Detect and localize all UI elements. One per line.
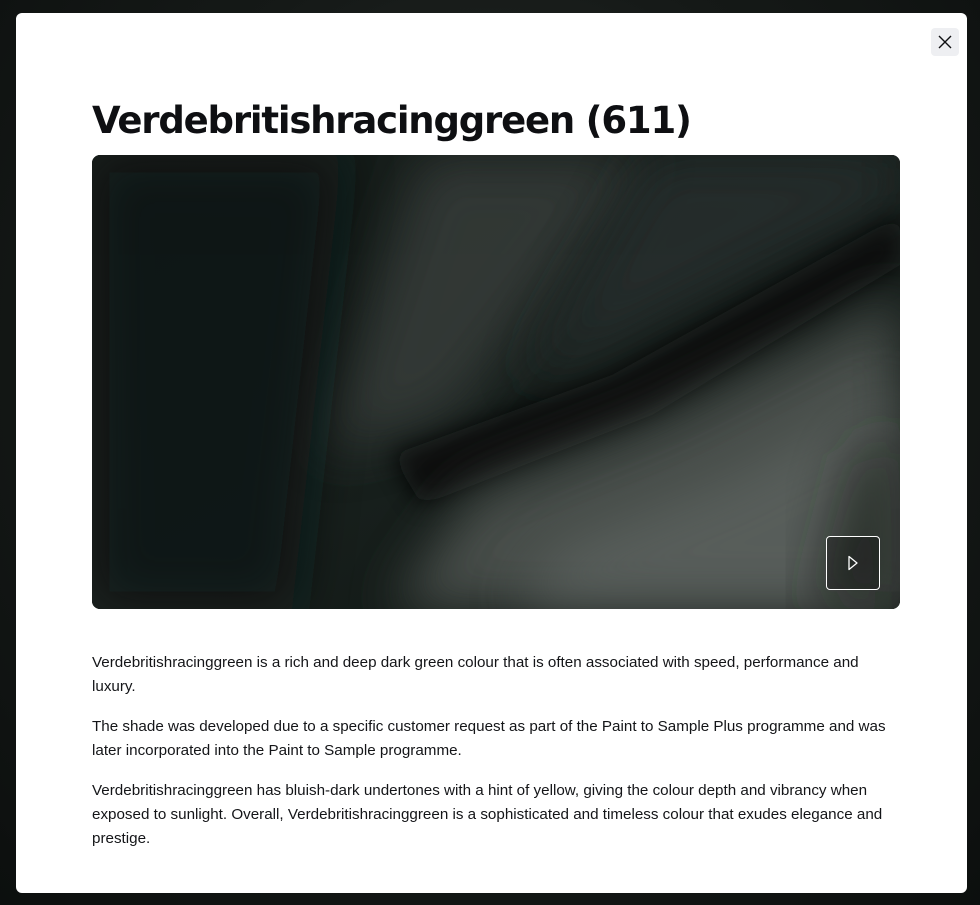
play-icon	[847, 555, 859, 571]
paint-swatch-image	[92, 155, 900, 609]
play-button[interactable]	[826, 536, 880, 590]
color-detail-modal	[16, 13, 967, 893]
color-description	[92, 651, 900, 867]
description-paragraph-1: Verdebritishracinggreen is a rich and deep dark green colour that is often associated with speed, performance and luxury.	[92, 654, 859, 695]
description-paragraph-2: The shade was developed due to a specific customer request as part of the Paint to Sample Plus programme and was later incorporated into the Paint to Sample programme.	[92, 718, 886, 759]
page-title: Verdebritishracinggreen (611)	[92, 99, 691, 142]
description-paragraph-3: Verdebritishracinggreen has bluish-dark undertones with a hint of yellow, giving the colour depth and vibrancy when exposed to sunlight. Overall, Verdebritishracinggreen is a sophisticated and timeless colour that exudes elegance and prestige.	[92, 782, 883, 847]
close-button[interactable]	[931, 28, 959, 56]
paint-video[interactable]	[92, 155, 900, 609]
close-icon	[938, 35, 952, 49]
